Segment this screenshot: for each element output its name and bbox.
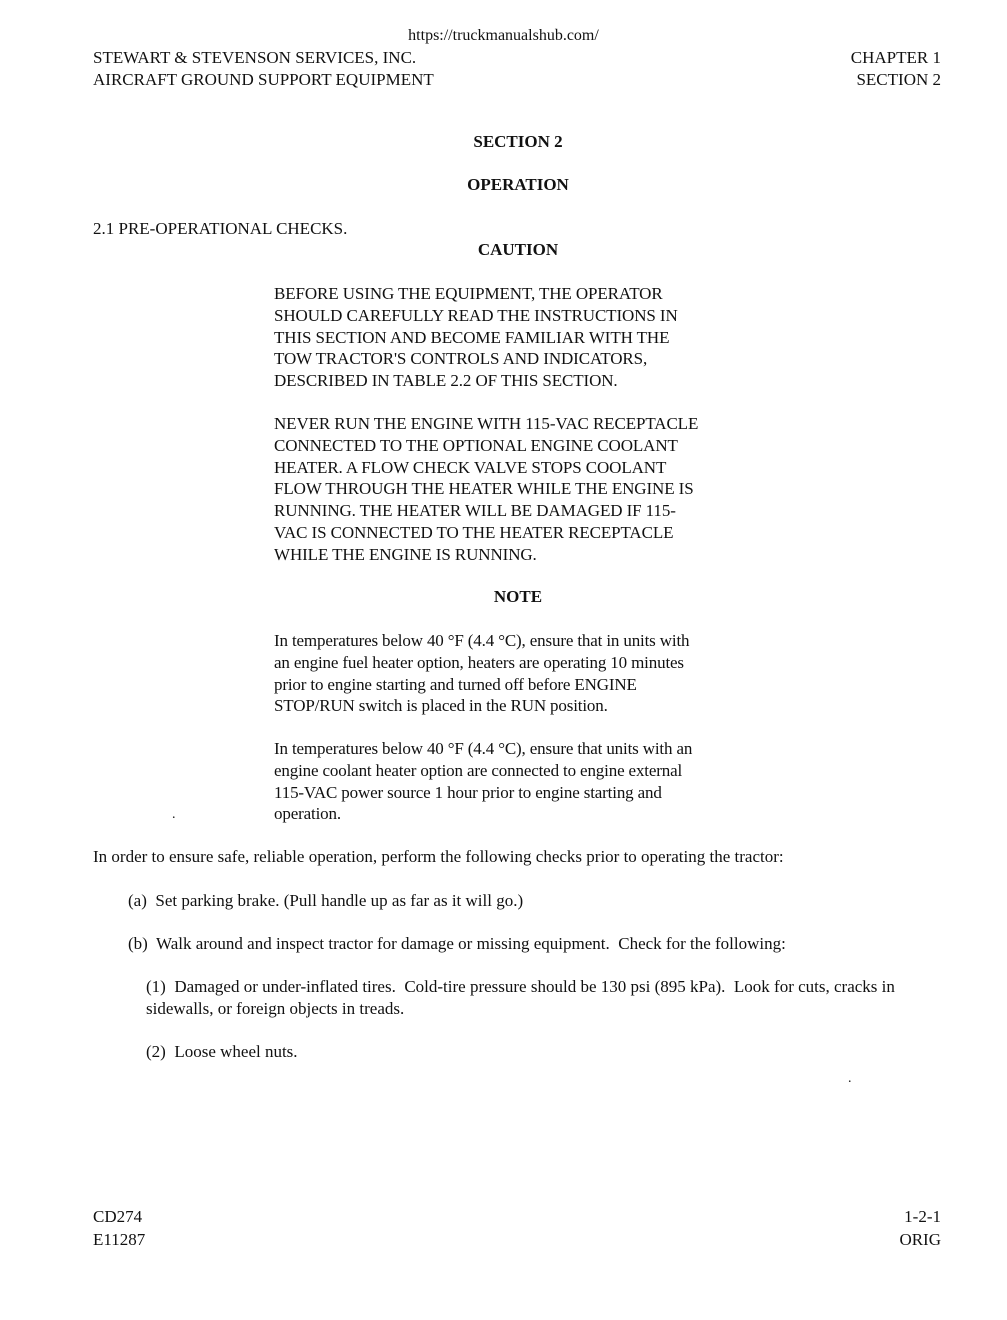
- check-item-b: (b) Walk around and inspect tractor for damage or missing equipment. Check for the following:: [128, 934, 786, 953]
- note-line: an engine fuel heater option, heaters are operating 10 minutes: [274, 652, 684, 672]
- note-line: In temperatures below 40 °F (4.4 °C), ensure that units with an: [274, 739, 693, 758]
- operation-title: OPERATION: [467, 175, 569, 194]
- caution-line: CONNECTED TO THE OPTIONAL ENGINE COOLANT: [274, 435, 678, 455]
- header-right: [851, 47, 941, 91]
- caution-line: BEFORE USING THE EQUIPMENT, THE OPERATOR: [274, 284, 663, 303]
- caution-line: NEVER RUN THE ENGINE WITH 115-VAC RECEPTACLE: [274, 414, 699, 433]
- caution-paragraph-1: [274, 283, 774, 392]
- footer-left: [93, 1205, 145, 1251]
- document-number: CD274: [93, 1207, 143, 1226]
- revision-label: ORIG: [899, 1230, 941, 1249]
- note-line: operation.: [274, 804, 341, 824]
- caution-title: CAUTION: [477, 240, 559, 259]
- caution-line: HEATER. A FLOW CHECK VALVE STOPS COOLANT: [274, 457, 667, 477]
- intro-paragraph: In order to ensure safe, reliable operation, perform the following checks prior to operating the tractor:: [93, 847, 784, 866]
- note-paragraph-1: [274, 630, 774, 717]
- paragraph-heading: 2.1 PRE-OPERATIONAL CHECKS.: [93, 219, 348, 238]
- caution-line: FLOW THROUGH THE HEATER WHILE THE ENGINE IS: [274, 479, 694, 499]
- caution-line: WHILE THE ENGINE IS RUNNING.: [274, 544, 537, 564]
- check-item-b2: (2) Loose wheel nuts.: [146, 1042, 298, 1061]
- scan-speck: .: [848, 1071, 852, 1086]
- source-url: https://truckmanualshub.com/: [408, 27, 599, 44]
- caution-line: DESCRIBED IN TABLE 2.2 OF THIS SECTION.: [274, 371, 618, 391]
- note-line: 115-VAC power source 1 hour prior to engine starting and: [274, 782, 662, 802]
- page-number: 1-2-1: [904, 1207, 941, 1226]
- header-left: [93, 47, 434, 91]
- caution-paragraph-2: [274, 413, 774, 566]
- note-title: NOTE: [493, 587, 543, 606]
- document-code: E11287: [93, 1230, 146, 1249]
- check-item-a: (a) Set parking brake. (Pull handle up as far as it will go.): [128, 891, 524, 910]
- caution-line: TOW TRACTOR'S CONTROLS AND INDICATORS,: [274, 349, 648, 369]
- section-title: SECTION 2: [473, 132, 563, 151]
- note-line: In temperatures below 40 °F (4.4 °C), ensure that in units with: [274, 631, 690, 650]
- caution-line: RUNNING. THE HEATER WILL BE DAMAGED IF 115-: [274, 501, 676, 521]
- note-line: STOP/RUN switch is placed in the RUN position.: [274, 696, 608, 716]
- scan-speck: .: [172, 807, 176, 822]
- note-line: engine coolant heater option are connected to engine external: [274, 760, 683, 780]
- check-item-b1: (1) Damaged or under-inflated tires. Cold-tire pressure should be 130 psi (895 kPa). Look for cuts, cracks in sidewalls, or foreign objects in treads.: [146, 977, 900, 1018]
- note-line: prior to engine starting and turned off before ENGINE: [274, 674, 637, 694]
- chapter-label: CHAPTER 1: [850, 48, 941, 67]
- caution-line: VAC IS CONNECTED TO THE HEATER RECEPTACLE: [274, 522, 674, 542]
- product-name: AIRCRAFT GROUND SUPPORT EQUIPMENT: [93, 70, 434, 89]
- caution-line: SHOULD CAREFULLY READ THE INSTRUCTIONS IN: [274, 305, 678, 325]
- section-label: SECTION 2: [856, 70, 941, 89]
- company-name: STEWART & STEVENSON SERVICES, INC.: [93, 48, 417, 67]
- caution-line: THIS SECTION AND BECOME FAMILIAR WITH THE: [274, 327, 670, 347]
- note-paragraph-2: [274, 738, 774, 825]
- footer-right: [899, 1205, 941, 1251]
